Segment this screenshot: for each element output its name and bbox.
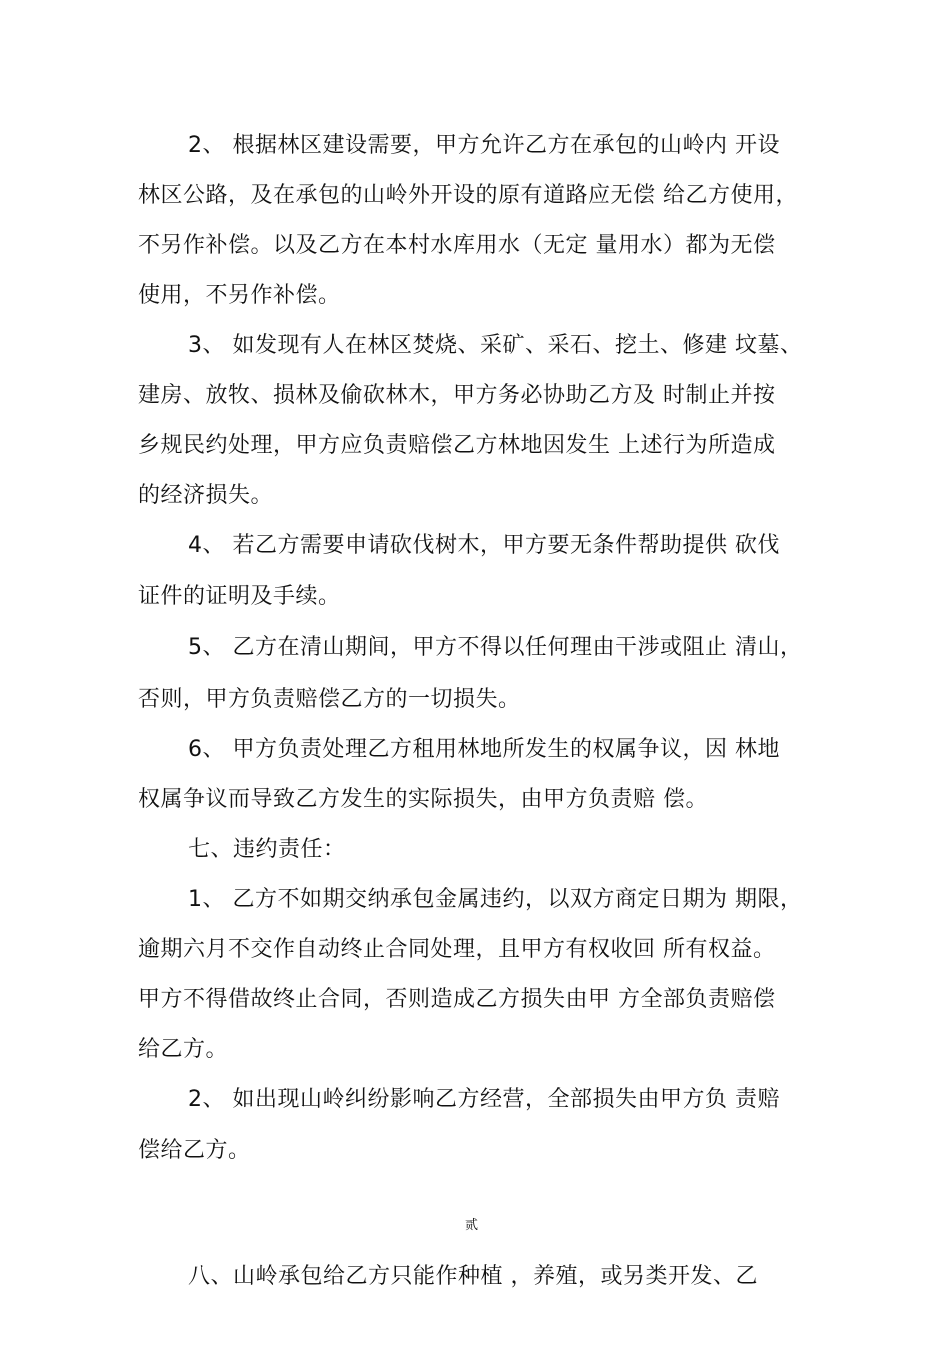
text-line: 5、 乙方在清山期间，甲方不得以任何理由干涉或阻止 清山， xyxy=(188,635,803,660)
text-line: 权属争议而导致乙方发生的实际损失，由甲方负责赔 偿。 xyxy=(138,787,708,812)
text-line: 逾期六月不交作自动终止合同处理，且甲方有权收回 所有权益。 xyxy=(138,937,776,962)
page-number: 贰 xyxy=(465,1218,479,1233)
text-line: 6、 甲方负责处理乙方租用林地所发生的权属争议，因 林地 xyxy=(188,737,780,762)
text-line: 甲方不得借故终止合同，否则造成乙方损失由甲 方全部负责赔偿 xyxy=(138,987,776,1012)
text-line: 林区公路，及在承包的山岭外开设的原有道路应无偿 给乙方使用， xyxy=(138,183,798,208)
text-line: 偿给乙方。 xyxy=(138,1138,251,1163)
text-line: 的经济损失。 xyxy=(138,483,274,508)
text-line: 2、 根据林区建设需要，甲方允许乙方在承包的山岭内 开设 xyxy=(188,133,780,158)
text-line: 否则，甲方负责赔偿乙方的一切损失。 xyxy=(138,687,521,712)
text-line: 不另作补偿。以及乙方在本村水库用水（无定 量用水）都为无偿 xyxy=(138,233,776,258)
section-heading: 八、山岭承包给乙方只能作种植 ，养殖，或另类开发、乙 xyxy=(188,1264,758,1289)
text-line: 证件的证明及手续。 xyxy=(138,584,341,609)
text-line: 1、 乙方不如期交纳承包金属违约，以双方商定日期为 期限， xyxy=(188,887,803,912)
text-line: 3、 如发现有人在林区焚烧、采矿、采石、挖土、修建 坟墓、 xyxy=(188,333,803,358)
text-line: 建房、放牧、损林及偷砍林木，甲方务必协助乙方及 时制止并按 xyxy=(138,383,776,408)
text-line: 2、 如出现山岭纠纷影响乙方经营，全部损失由甲方负 责赔 xyxy=(188,1087,780,1112)
section-heading: 七、违约责任： xyxy=(188,837,346,862)
text-line: 4、 若乙方需要申请砍伐树木，甲方要无条件帮助提供 砍伐 xyxy=(188,533,780,558)
text-line: 给乙方。 xyxy=(138,1037,229,1062)
text-line: 使用，不另作补偿。 xyxy=(138,283,341,308)
text-line: 乡规民约处理，甲方应负责赔偿乙方林地因发生 上述行为所造成 xyxy=(138,433,776,458)
